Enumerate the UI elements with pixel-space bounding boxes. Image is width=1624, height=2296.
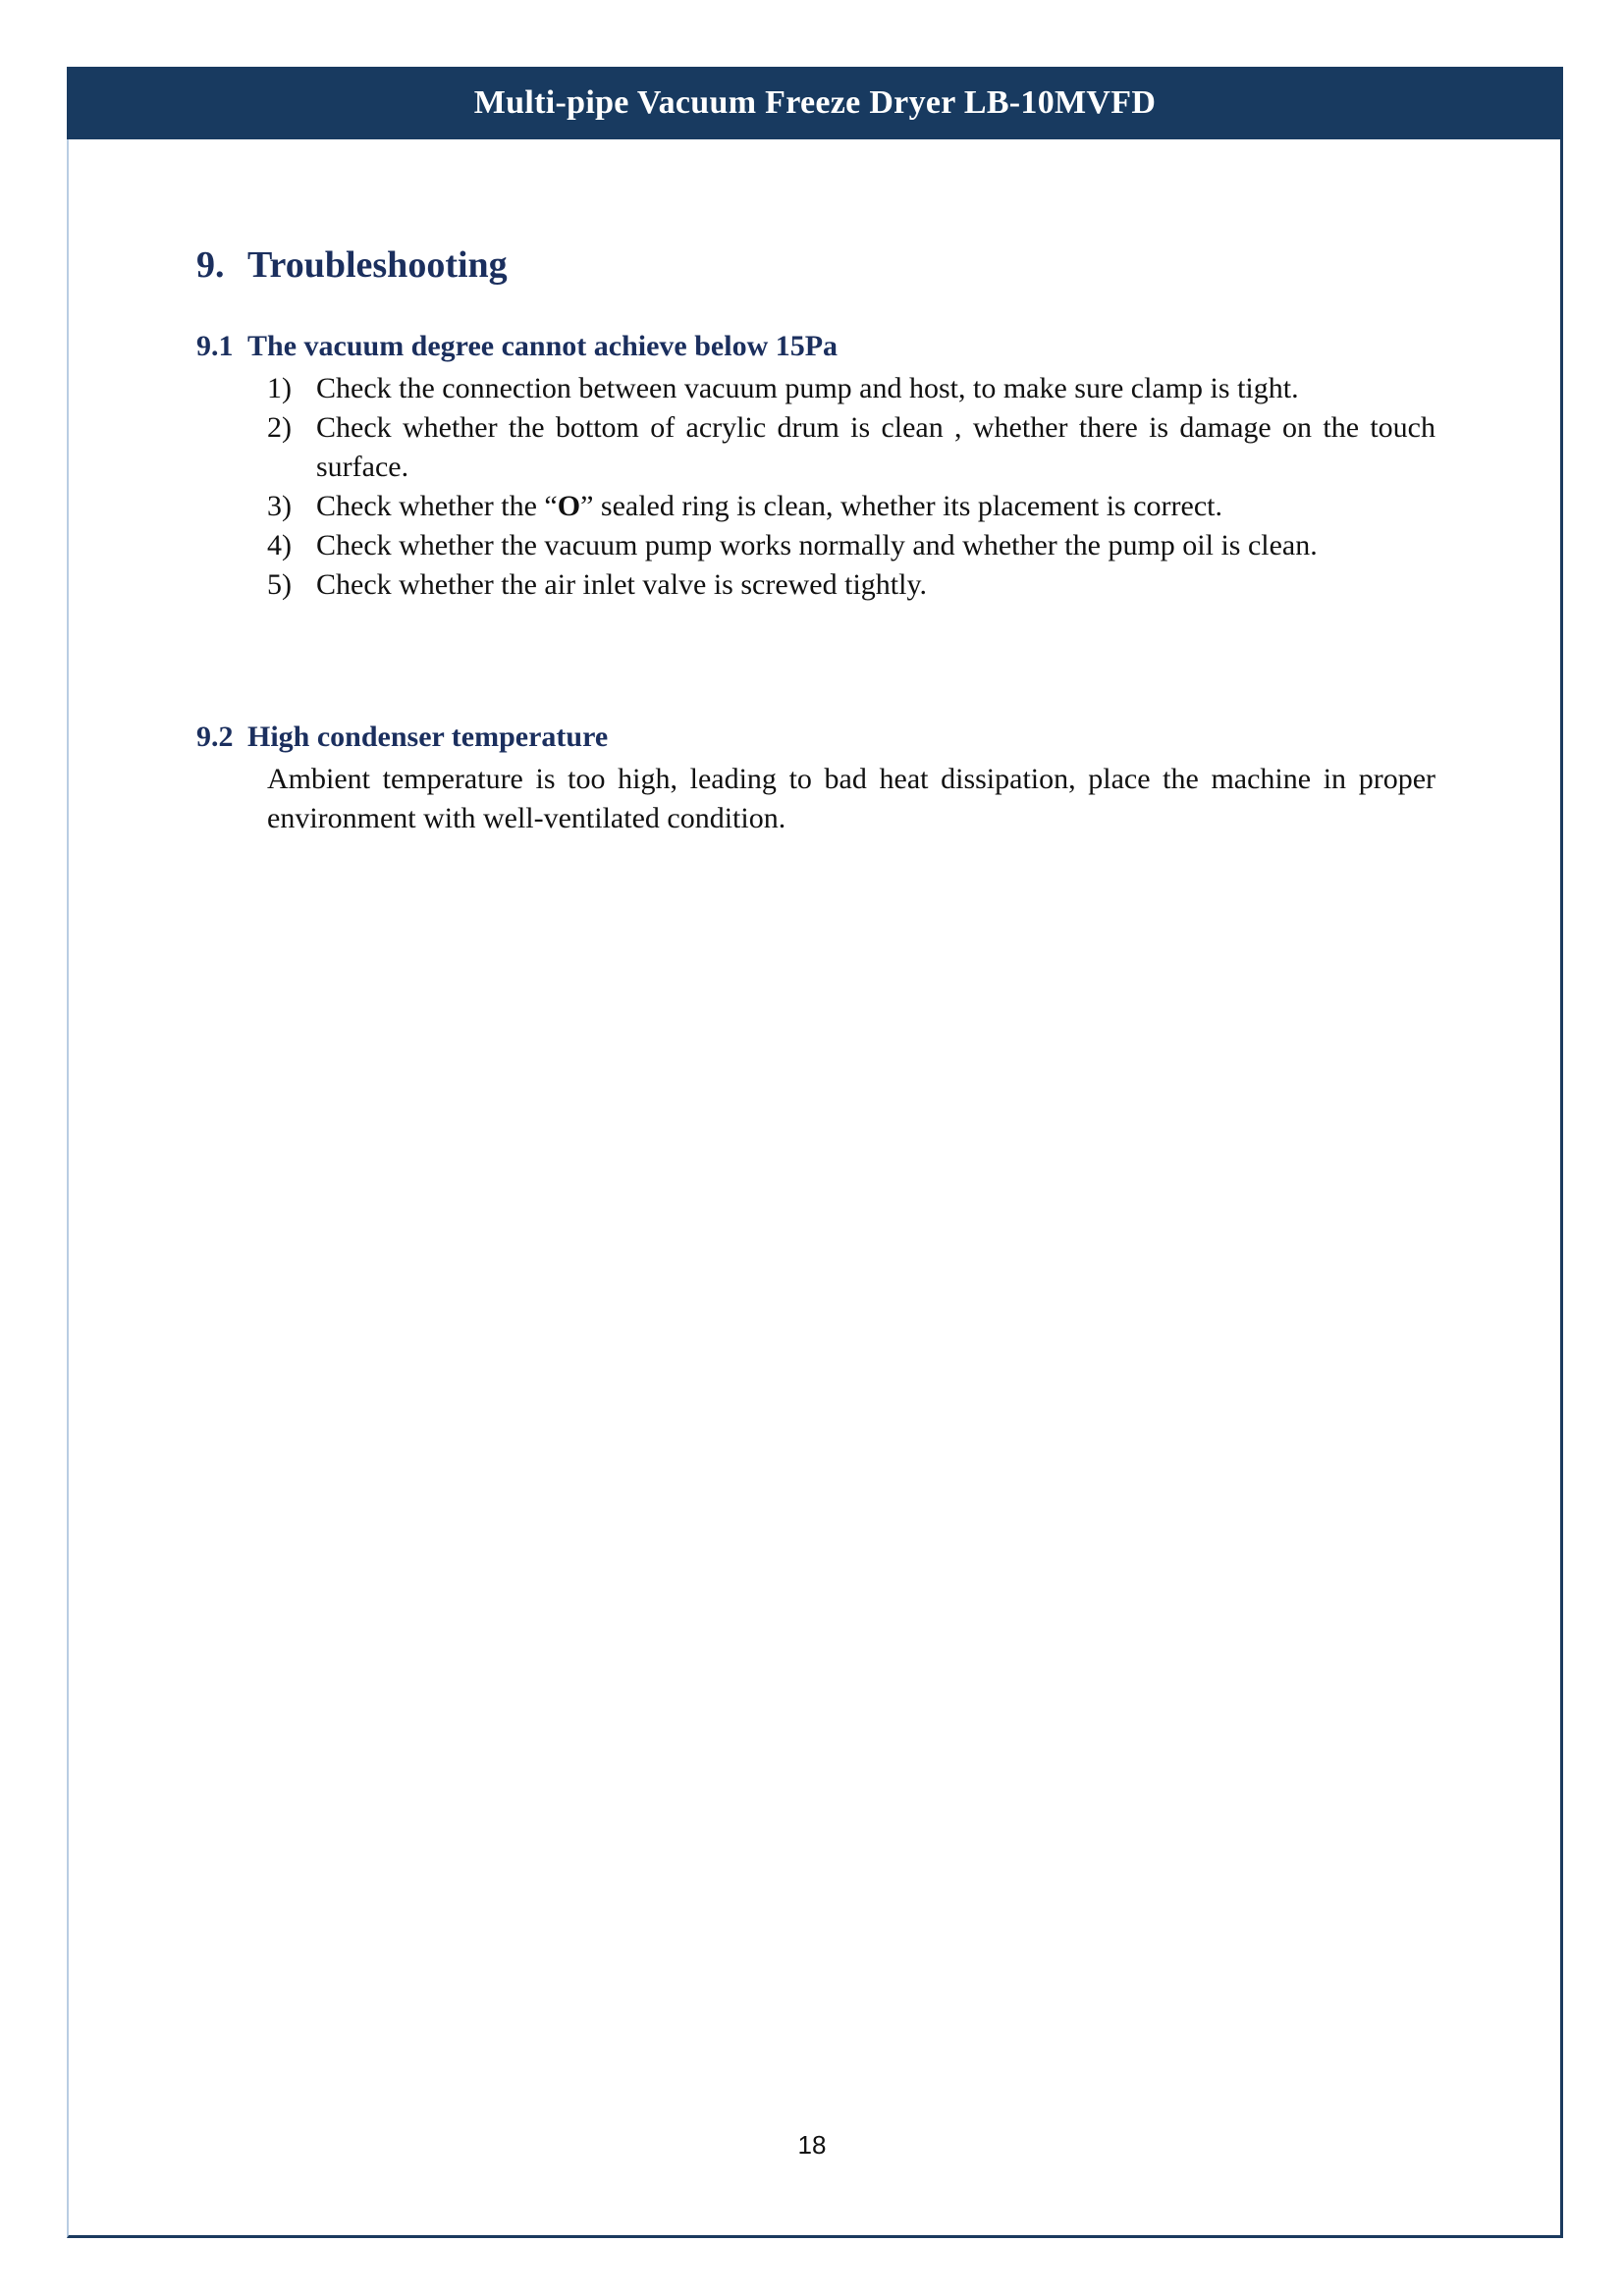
- subsection-heading-9-2: [196, 721, 608, 754]
- list-item: [267, 565, 1435, 605]
- list-item-text: Check whether the bottom of acrylic drum is clean , whether there is damage on the touch surface.: [316, 411, 1435, 483]
- troubleshooting-list: [267, 369, 1435, 605]
- section-number: 9.: [196, 244, 225, 286]
- list-marker: 4): [267, 529, 292, 561]
- subsection-title: High condenser temperature: [247, 721, 609, 753]
- page-number: 18: [797, 2130, 827, 2160]
- document-header: [67, 67, 1563, 139]
- list-marker: 2): [267, 411, 292, 444]
- section-title: Troubleshooting: [247, 244, 508, 286]
- list-marker: 3): [267, 490, 292, 522]
- list-item-text: Check whether the vacuum pump works normally and whether the pump oil is clean.: [316, 529, 1318, 561]
- list-item: [267, 487, 1435, 526]
- subsection-number: 9.2: [196, 721, 234, 753]
- section-heading: [196, 243, 508, 287]
- list-marker: 5): [267, 568, 292, 601]
- text-after: ” sealed ring is clean, whether its placement is correct.: [580, 490, 1222, 522]
- text-before: Check whether the “: [316, 490, 558, 522]
- list-item-text: Check the connection between vacuum pump and host, to make sure clamp is tight.: [316, 372, 1299, 404]
- list-item: [267, 526, 1435, 565]
- subsection-body: Ambient temperature is too high, leading to bad heat dissipation, place the machine in proper environment with well-ventilated condition.: [267, 763, 1435, 834]
- list-item-text: Check whether the air inlet valve is screwed tightly.: [316, 568, 928, 601]
- list-item: [267, 369, 1435, 408]
- subsection-number: 9.1: [196, 330, 234, 362]
- subsection-title: The vacuum degree cannot achieve below 15Pa: [247, 330, 839, 362]
- bold-o: O: [557, 490, 581, 522]
- subsection-heading-9-1: [196, 330, 838, 363]
- header-title: Multi-pipe Vacuum Freeze Dryer LB-10MVFD: [473, 84, 1157, 121]
- list-item-text: [316, 487, 1435, 526]
- list-marker: 1): [267, 372, 292, 404]
- list-item: [267, 408, 1435, 487]
